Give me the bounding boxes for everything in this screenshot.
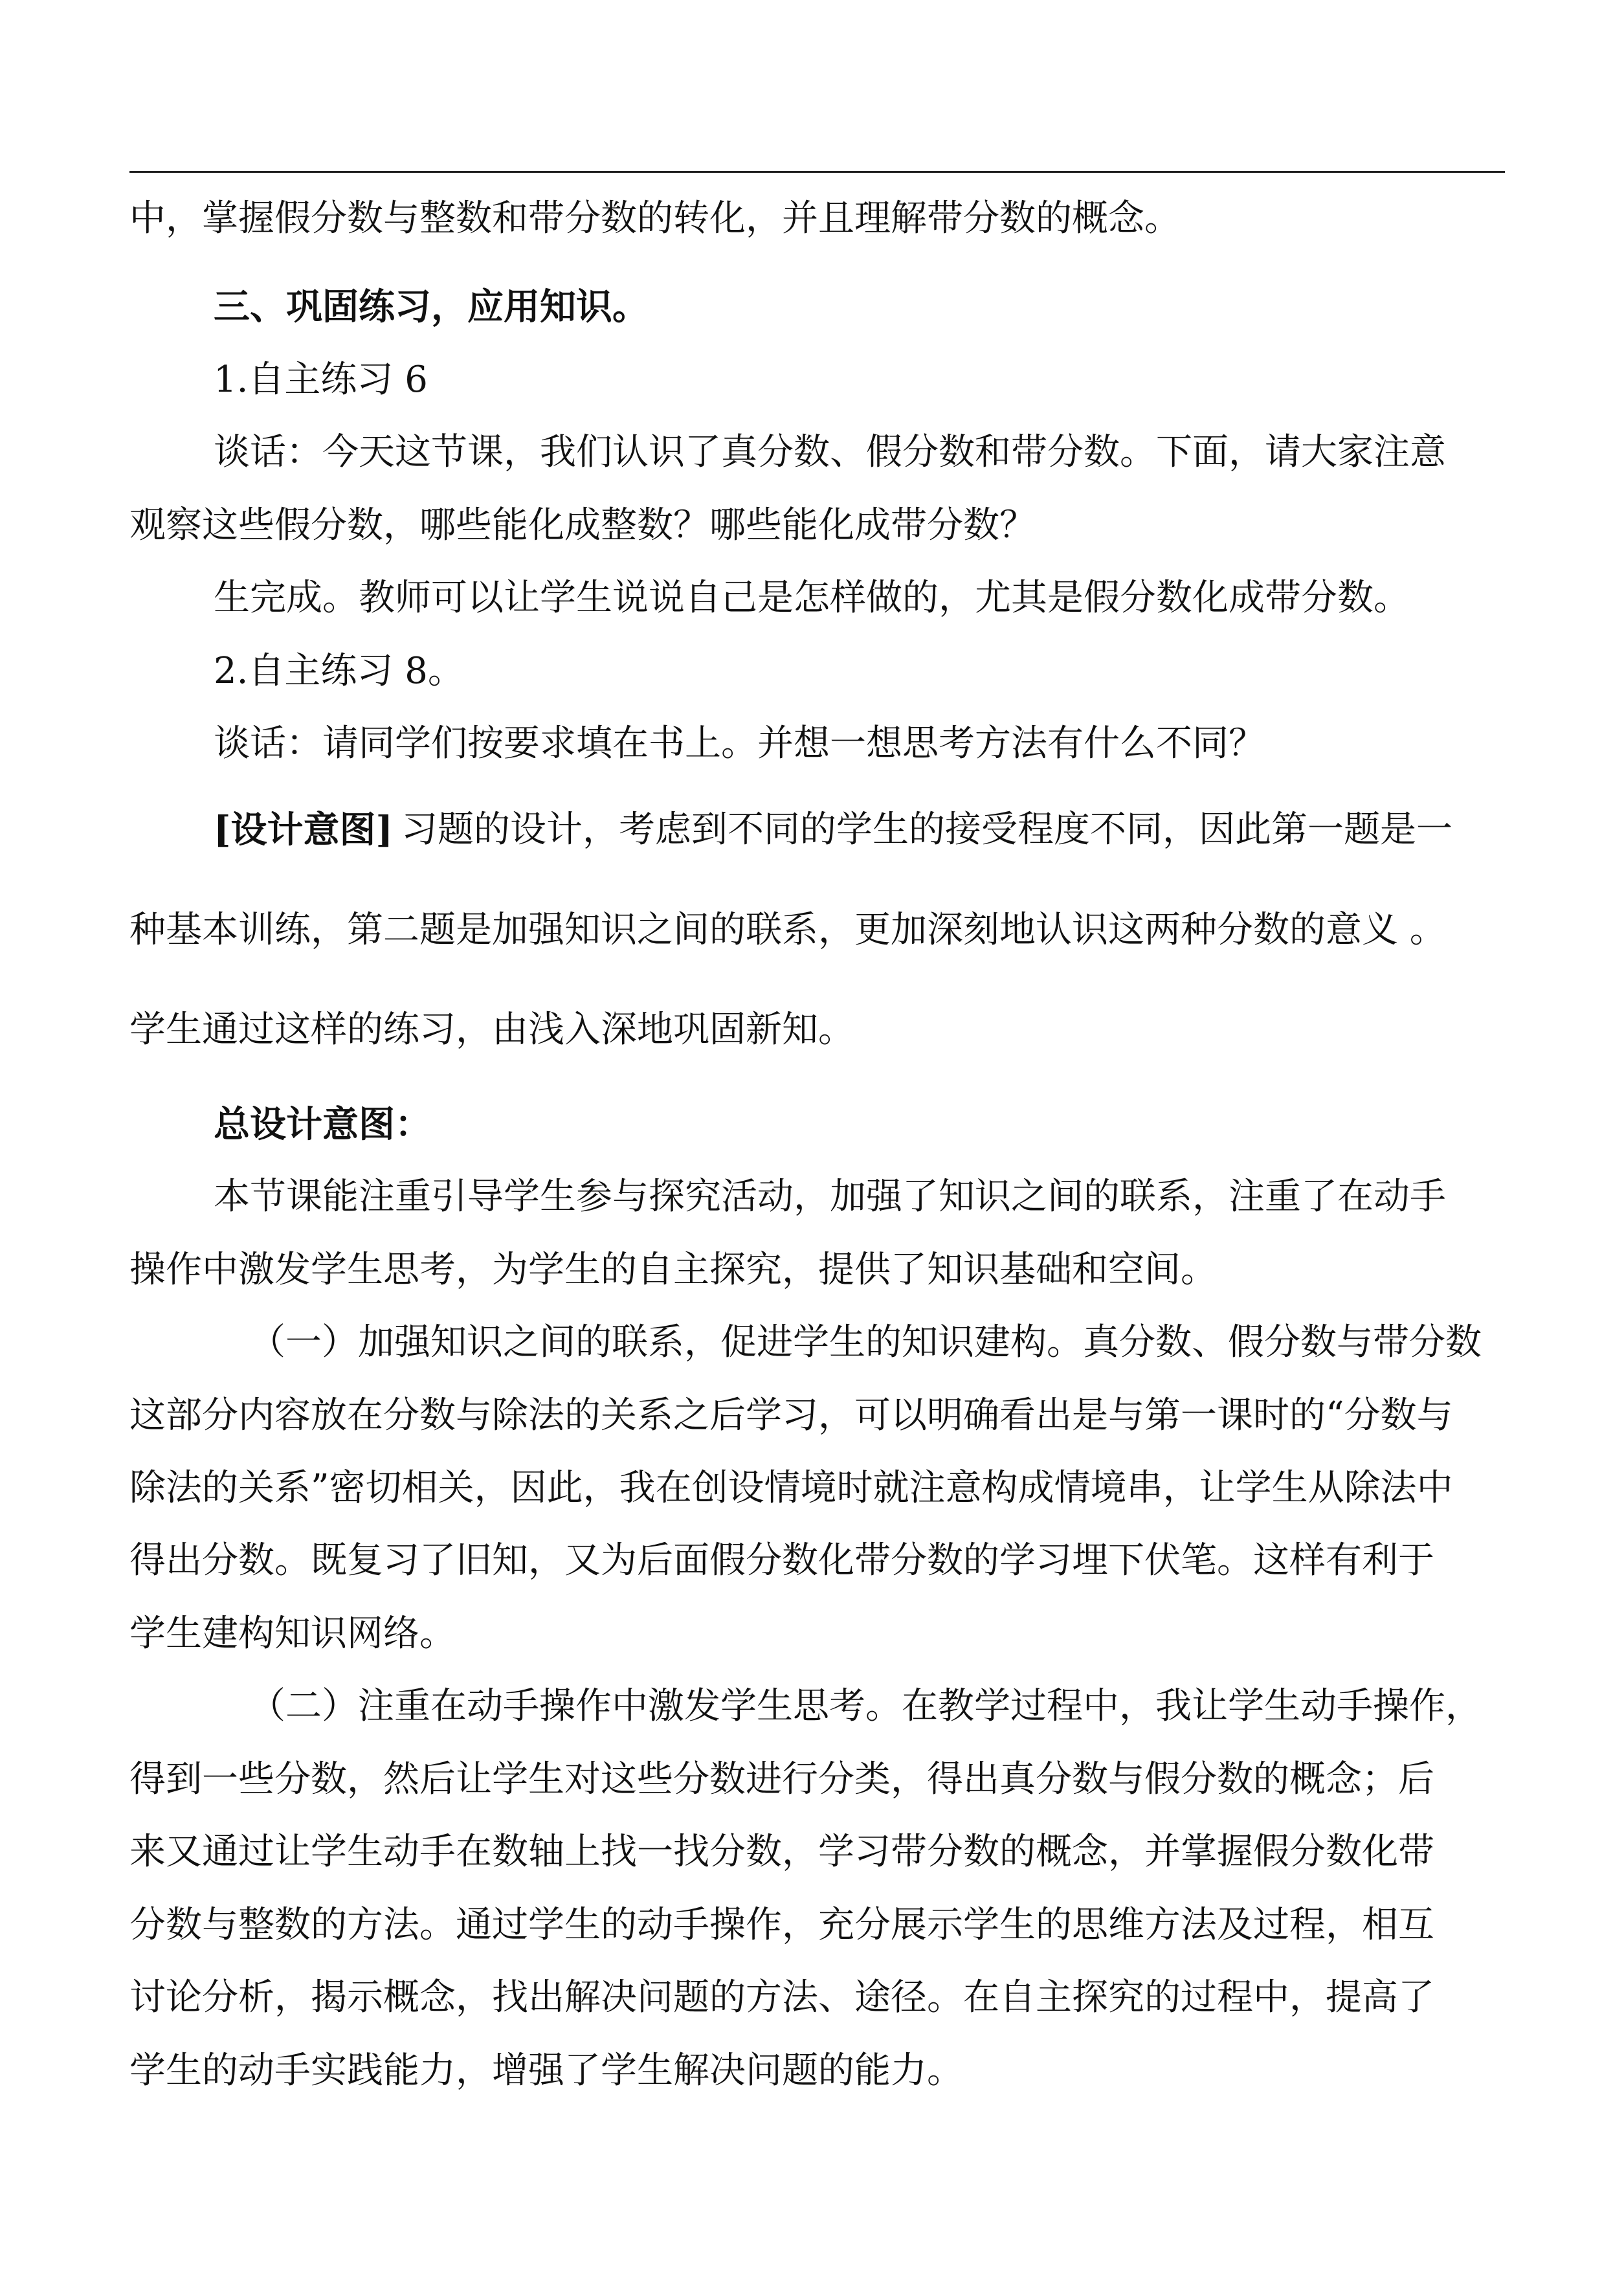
paragraph-line: 分数与整数的方法。通过学生的动手操作，充分展示学生的思维方法及过程，相互 — [129, 1904, 1434, 1946]
paragraph-line: 讨论分析，揭示概念，找出解决问题的方法、途径。在自主探究的过程中，提高了 — [129, 1976, 1434, 2019]
paragraph-line: 生完成。教师可以让学生说说自己是怎样做的，尤其是假分数化成带分数。 — [214, 577, 1410, 619]
section-heading: 三、巩固练习，应用知识。 — [214, 285, 649, 328]
paragraph-line: 本节课能注重引导学生参与探究活动，加强了知识之间的联系，注重了在动手 — [214, 1176, 1446, 1218]
section-heading: 总设计意图： — [214, 1103, 431, 1146]
paragraph-line: （一）加强知识之间的联系，促进学生的知识建构。真分数、假分数与带分数 — [249, 1321, 1482, 1363]
paragraph-line: 学生建构知识网络。 — [129, 1613, 456, 1655]
exercise-heading: 2.自主练习 8。 — [214, 650, 464, 692]
paragraph-line: 习题的设计，考虑到不同的学生的接受程度不同，因此第一题是一 — [401, 809, 1452, 851]
paragraph-line: 除法的关系”密切相关，因此，我在创设情境时就注意构成情境串，让学生从除法中 — [129, 1467, 1453, 1509]
paragraph-line: 来又通过让学生动手在数轴上找一找分数，学习带分数的概念，并掌握假分数化带 — [129, 1831, 1434, 1873]
header-rule — [129, 171, 1505, 173]
paragraph-line: 得出分数。既复习了旧知，又为后面假分数化带分数的学习埋下伏笔。这样有利于 — [129, 1539, 1434, 1582]
paragraph-line: 谈话：今天这节课，我们认识了真分数、假分数和带分数。下面，请大家注意 — [214, 431, 1446, 473]
paragraph-line: 种基本训练，第二题是加强知识之间的联系，更加深刻地认识这两种分数的意义 。 — [129, 909, 1446, 951]
paragraph-line: 学生的动手实践能力，增强了学生解决问题的能力。 — [129, 2050, 963, 2092]
paragraph-line: 这部分内容放在分数与除法的关系之后学习，可以明确看出是与第一课时的“分数与 — [129, 1394, 1453, 1437]
paragraph-line: 谈话：请同学们按要求填在书上。并想一想思考方法有什么不同？ — [214, 722, 1265, 765]
paragraph-line: 中，掌握假分数与整数和带分数的转化，并且理解带分数的概念。 — [129, 197, 1181, 240]
design-intent-label: [设计意图] — [214, 809, 393, 851]
paragraph-line: （二）注重在动手操作中激发学生思考。在教学过程中，我让学生动手操作， — [249, 1685, 1482, 1727]
exercise-heading: 1.自主练习 6 — [214, 359, 428, 401]
paragraph-line: 学生通过这样的练习，由浅入深地巩固新知。 — [129, 1009, 854, 1051]
paragraph-line: 得到一些分数，然后让学生对这些分数进行分类，得出真分数与假分数的概念；后 — [129, 1758, 1434, 1800]
paragraph-line: 观察这些假分数，哪些能化成整数？哪些能化成带分数？ — [129, 504, 1036, 546]
paragraph-line: 操作中激发学生思考，为学生的自主探究，提供了知识基础和空间。 — [129, 1249, 1217, 1291]
